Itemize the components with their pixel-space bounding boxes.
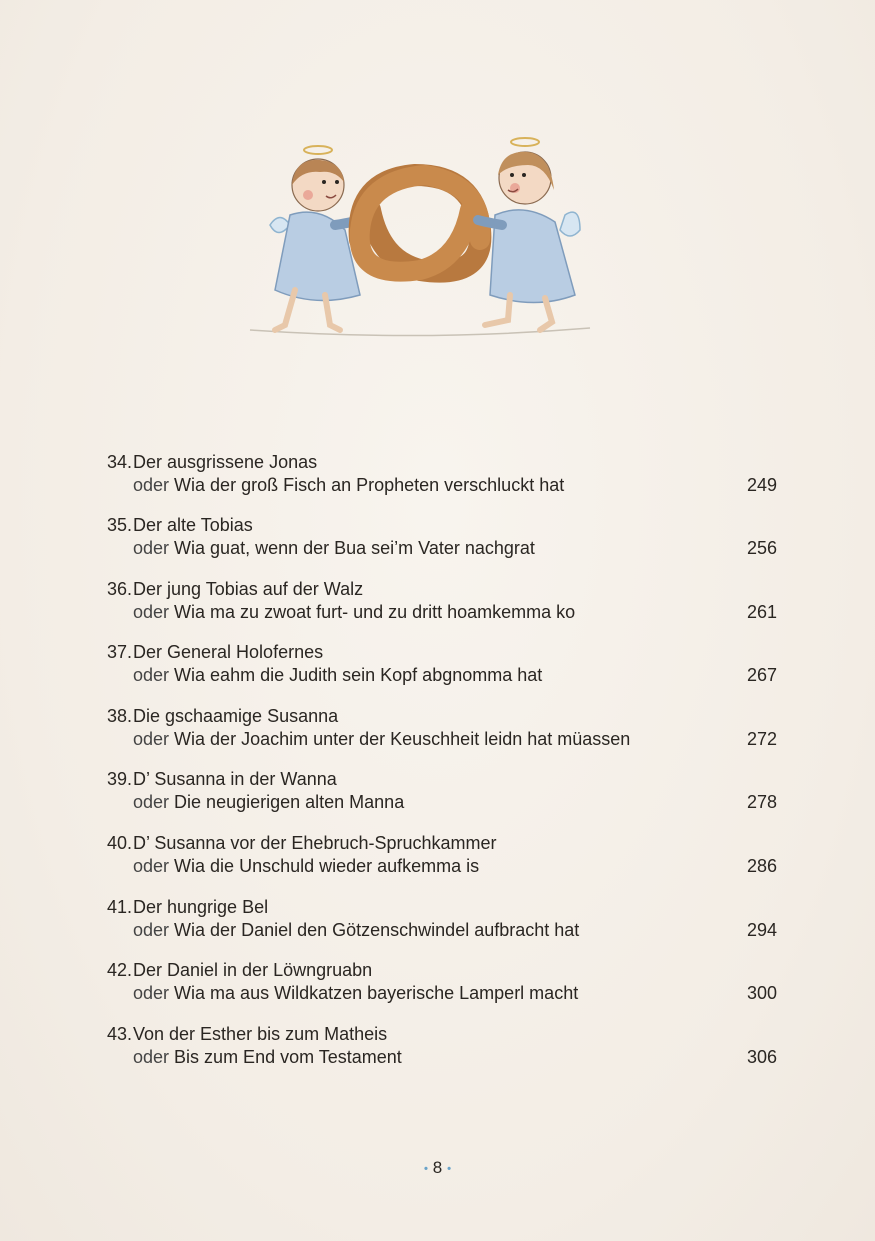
entry-subtitle-text: Bis zum End vom Testament bbox=[174, 1047, 402, 1067]
toc-entry bbox=[0, 958, 875, 1008]
toc-entry bbox=[0, 831, 875, 881]
entry-prefix: oder bbox=[133, 665, 170, 685]
entry-subtitle bbox=[133, 600, 575, 624]
entry-subtitle bbox=[133, 981, 578, 1005]
entry-title: Der General Holofernes bbox=[133, 642, 324, 662]
entry-subtitle bbox=[133, 536, 535, 560]
entry-title: Der hungrige Bel bbox=[133, 897, 269, 917]
entry-title: D’ Susanna vor der Ehebruch-Spruchkammer bbox=[133, 833, 497, 853]
entry-subtitle-text: Wia der groß Fisch an Propheten verschluckt hat bbox=[174, 475, 565, 495]
entry-page: 300 bbox=[746, 983, 777, 1003]
entry-title: Der ausgrissene Jonas bbox=[133, 452, 318, 472]
entry-subtitle-text: Wia die Unschuld wieder aufkemma is bbox=[174, 856, 480, 876]
entry-title: Der jung Tobias auf der Walz bbox=[133, 579, 364, 599]
entry-title: Der alte Tobias bbox=[133, 515, 253, 535]
entry-number: 36. bbox=[106, 579, 132, 599]
entry-number: 39. bbox=[106, 769, 132, 789]
entry-subtitle-text: Die neugierigen alten Manna bbox=[174, 792, 405, 812]
entry-subtitle bbox=[133, 663, 542, 687]
entry-subtitle bbox=[133, 727, 630, 751]
entry-page: 286 bbox=[746, 856, 777, 876]
page-number: 8 bbox=[432, 1158, 443, 1177]
toc-entry bbox=[0, 450, 875, 500]
toc-entry bbox=[0, 640, 875, 690]
entry-title: Die gschaamige Susanna bbox=[133, 706, 339, 726]
entry-page: 306 bbox=[746, 1047, 777, 1067]
entry-page: 256 bbox=[746, 538, 777, 558]
entry-prefix: oder bbox=[133, 538, 170, 558]
dot-icon: • bbox=[446, 1161, 452, 1176]
right-angel bbox=[478, 138, 580, 330]
entry-subtitle-text: Wia guat, wenn der Bua sei’m Vater nachgrat bbox=[174, 538, 535, 558]
entry-prefix: oder bbox=[133, 856, 170, 876]
entry-number: 40. bbox=[106, 833, 132, 853]
entry-subtitle-text: Wia ma aus Wildkatzen bayerische Lamperl macht bbox=[174, 983, 579, 1003]
toc-entry bbox=[0, 895, 875, 945]
entry-number: 34. bbox=[106, 452, 132, 472]
entry-subtitle-text: Wia eahm die Judith sein Kopf abgnomma hat bbox=[174, 665, 543, 685]
entry-page: 249 bbox=[746, 475, 777, 495]
entry-subtitle bbox=[133, 854, 479, 878]
entry-subtitle-text: Wia ma zu zwoat furt- und zu dritt hoamkemma ko bbox=[174, 602, 576, 622]
toc-entry bbox=[0, 767, 875, 817]
entry-prefix: oder bbox=[133, 792, 170, 812]
entry-subtitle bbox=[133, 790, 404, 814]
toc-entry bbox=[0, 1022, 875, 1072]
page-footer bbox=[0, 1158, 875, 1178]
entry-page: 261 bbox=[746, 602, 777, 622]
entry-prefix: oder bbox=[133, 475, 170, 495]
entry-number: 38. bbox=[106, 706, 132, 726]
entry-page: 272 bbox=[746, 729, 777, 749]
toc-entry bbox=[0, 577, 875, 627]
pretzel bbox=[360, 175, 481, 272]
entry-page: 267 bbox=[746, 665, 777, 685]
entry-number: 41. bbox=[106, 897, 132, 917]
entry-number: 35. bbox=[106, 515, 132, 535]
entry-page: 294 bbox=[746, 920, 777, 940]
entry-prefix: oder bbox=[133, 920, 170, 940]
entry-title: Der Daniel in der Löwngruabn bbox=[133, 960, 373, 980]
dot-icon: • bbox=[423, 1161, 429, 1176]
entry-number: 42. bbox=[106, 960, 132, 980]
entry-subtitle-text: Wia der Joachim unter der Keuschheit leidn hat müassen bbox=[174, 729, 631, 749]
entry-prefix: oder bbox=[133, 983, 170, 1003]
entry-title: Von der Esther bis zum Matheis bbox=[133, 1024, 388, 1044]
entry-prefix: oder bbox=[133, 602, 170, 622]
entry-prefix: oder bbox=[133, 729, 170, 749]
entry-subtitle bbox=[133, 918, 579, 942]
entry-number: 37. bbox=[106, 642, 132, 662]
entry-number: 43. bbox=[106, 1024, 132, 1044]
entry-subtitle bbox=[133, 473, 564, 497]
toc-entry bbox=[0, 513, 875, 563]
entry-page: 278 bbox=[746, 792, 777, 812]
entry-title: D’ Susanna in der Wanna bbox=[133, 769, 337, 789]
entry-prefix: oder bbox=[133, 1047, 170, 1067]
entry-subtitle bbox=[133, 1045, 402, 1069]
entry-subtitle-text: Wia der Daniel den Götzenschwindel aufbracht hat bbox=[174, 920, 580, 940]
toc-entry bbox=[0, 704, 875, 754]
angels-pretzel-illustration bbox=[240, 130, 600, 350]
